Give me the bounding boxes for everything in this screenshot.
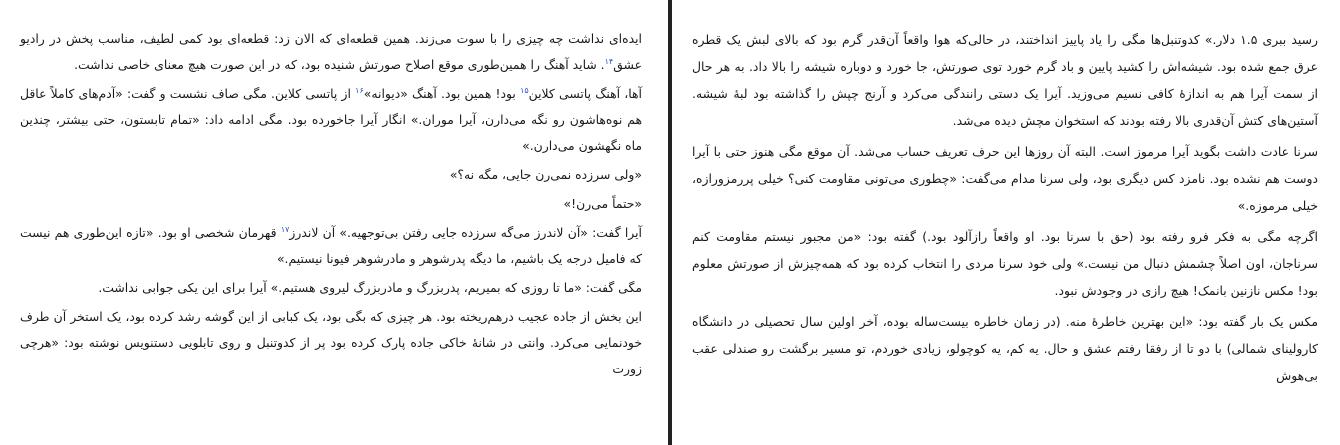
paragraph (20, 81, 642, 159)
paragraph-text: قهرمان شخصی او بود. «تازه این‌طوری هم نیست که فامیل درجه یک باشیم، ما دیگه پدرشوهر و مادرشوهر فیونا نیستیم.» (20, 225, 642, 266)
paragraph: مگی گفت: «ما تا روزی که بمیریم، پدربزرگ و مادربزرگ لیروی هستیم.» آیرا برای این یکی جوابی نداشت. (98, 280, 642, 295)
footnote-marker[interactable]: ۱۴ (604, 56, 614, 66)
paragraph-text: آها، آهنگ پاتسی کلاین (528, 86, 642, 101)
paragraph-text: بود! همین بود. آهنگ «دیوانه» (363, 86, 521, 101)
paragraph: «ولی سرزده نمی‌رن جایی، مگه نه؟» (449, 167, 642, 182)
paragraph (20, 220, 642, 272)
footnote-marker[interactable]: ۱۶ (355, 85, 364, 95)
footnote-marker[interactable]: ۱۷ (280, 224, 290, 234)
footnote-marker[interactable]: ۱۵ (520, 85, 529, 95)
right-page (672, 0, 1340, 445)
paragraph (20, 26, 642, 78)
paragraph: سرنا عادت داشت بگوید آیرا مرموز است. البته آن روزها این حرف تعریف حساب می‌شد. آن موقع مگی هنوز حتی با آیرا دوست هم نشده بود. نامزد کس دیگری بود، ولی سرنا مدام می‌گفت: «چطوری می‌تونی مقاومت کنی؟ خیلی پررمزورازه، خیلی مرموزه.» (692, 144, 1318, 213)
paragraph: مکس یک بار گفته بود: «این بهترین خاطرهٔ منه. (در زمان خاطره بیست‌ساله بوده، آخر اولین سال تحصیلی در دانشگاه کارولینای شمالی) با دو تا از رفقا رفتم عشق و حال. یه کم، یه کوچولو، زیادی خوردم، تو مسیر برگشت رو صندلی عقب بی‌هوش (692, 314, 1318, 383)
left-page (0, 0, 668, 445)
paragraph: اگرچه مگی به فکر فرو رفته بود (حق با سرنا بود. او واقعاً رازآلود بود.) گفته بود: «من مجبور نیستم مقاومت کنم سرناجان، اون اصلاً چشمش دنبال من نیست.» ولی خود سرنا مردی را انتخاب کرده بود که همه‌چیزش از صورتش معلوم بود! مکس نازنین بانمک! هیچ رازی در وجودش نبود. (692, 229, 1318, 298)
paragraph: رسید ببری ۱.۵ دلار.» کدوتنبل‌ها مگی را یاد پاییز انداختند، در حالی‌که هوا واقعاً آن‌قدر گرم بود که بالای لبش یک قطره عرق جمع شده بود. شیشه‌اش را کشید پایین و باد گرم خورد توی صورتش، جا خورد و دوباره شیشه را بالا داد. به هر حال از سمت آیرا هم به اندازهٔ کافی نسیم می‌وزید. آیرا یک دستی رانندگی می‌کرد و آرنج چپش را گذاشته بود لبهٔ شیشه. آستین‌های کتش آن‌قدری بالا رفته بودند که استخوان مچش دیده می‌شد. (692, 32, 1318, 128)
paragraph-text: از پاتسی کلاین. مگی صاف نشست و گفت: «آدم‌های کاملاً عاقل هم نوه‌هاشون رو نگه می‌دارن، آیرا موران.» انگار آیرا جاخورده بود. مگی ادامه داد: «تمام تابستون، حتی بیشتر، چندین ماه نگهشون می‌دارن.» (20, 86, 642, 153)
paragraph-text: ایده‌ای نداشت چه چیزی را با سوت می‌زند. همین قطعه‌ای که الان زد: قطعه‌ای بود کمی لطیف، مناسب پخش در رادیو عشق (20, 31, 642, 72)
paragraph: این بخش از جاده عجیب درهم‌ریخته بود. هر چیزی که بگی بود، یک کبابی از این گوشه رشد کرده بود، یک استخر آن طرف خودنمایی می‌کرد. وانتی در شانهٔ خاکی جاده پارک کرده بود پر از کدوتنبل و روی تابلویی دستنویس نوشته بود: «هرچی زورت (20, 309, 642, 376)
paragraph: «حتماً می‌رن!» (563, 196, 642, 211)
paragraph-text: . شاید آهنگ را همین‌طوری موقع اصلاح صورتش شنیده بود، که در این صورت هیچ معنای خاصی نداشت. (74, 57, 605, 72)
paragraph-text: آیرا گفت: «آن لاندرز می‌گه سرزده جایی رفتن بی‌توجهیه.» آن لاندرز (289, 225, 642, 240)
